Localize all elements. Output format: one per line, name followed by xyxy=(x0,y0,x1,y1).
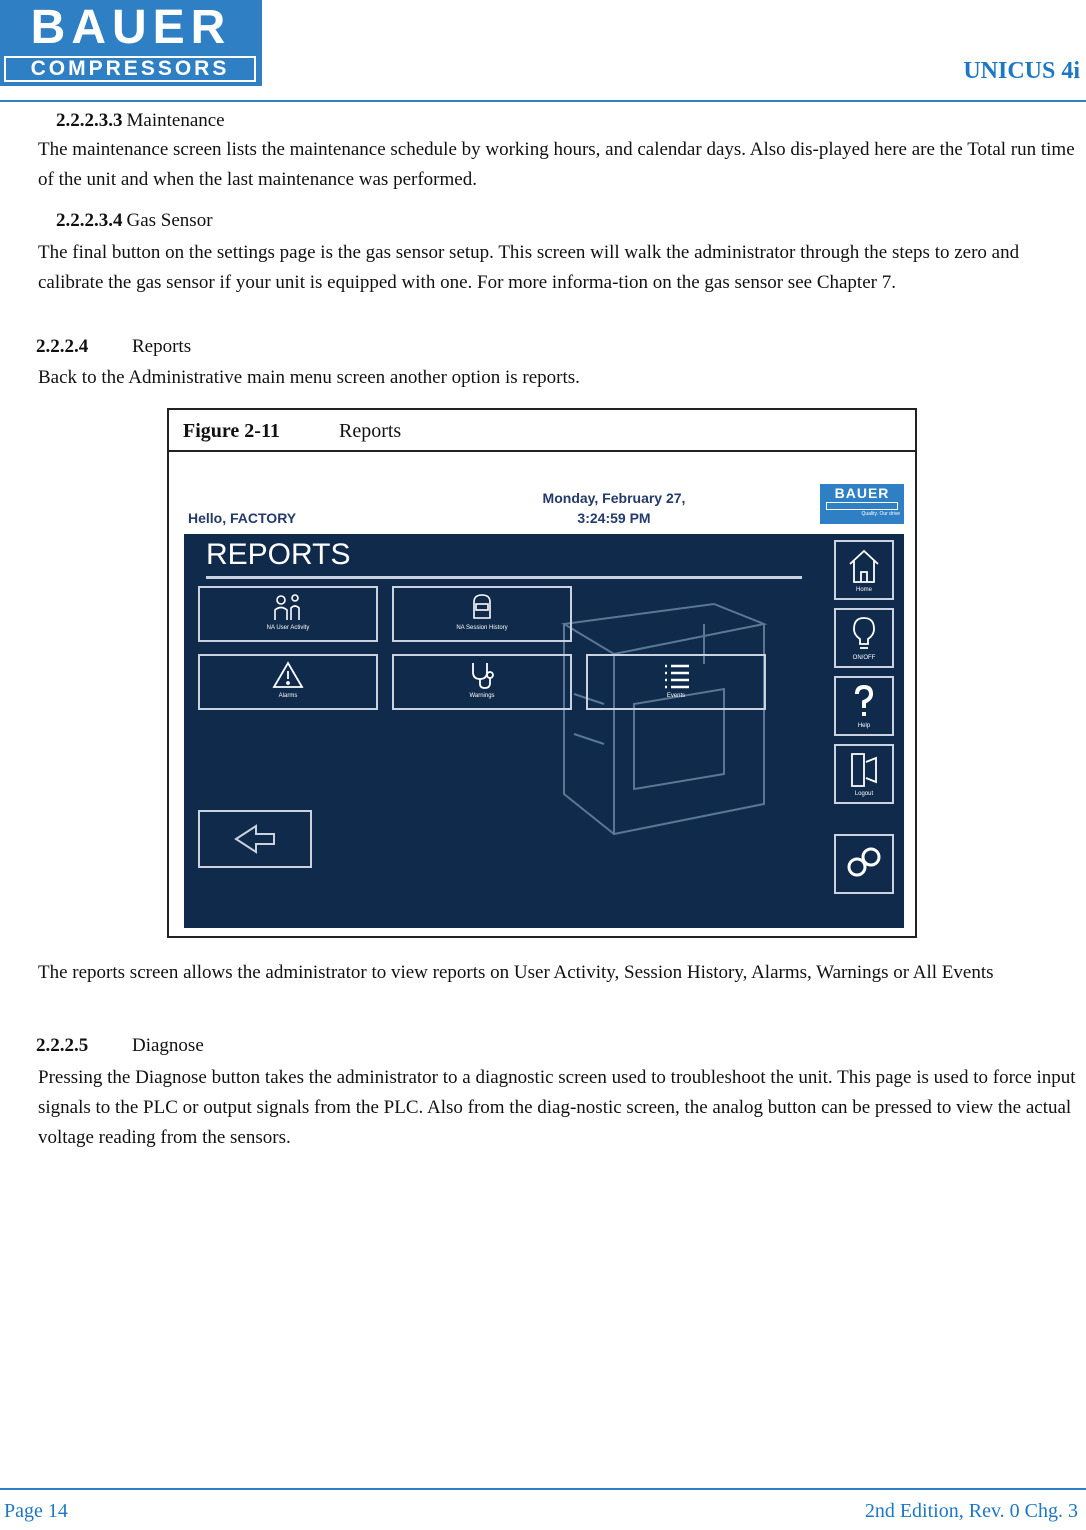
reports-screenshot xyxy=(184,478,904,928)
side-button-label: Logout xyxy=(854,791,874,797)
heading-maintenance xyxy=(56,110,225,132)
home-button[interactable] xyxy=(834,540,894,600)
reports-panel xyxy=(184,534,904,928)
section-number: 2.2.2.4 xyxy=(36,336,89,357)
gas-sensor-text: The final button on the settings page is the gas sensor setup. This screen will walk the administrator through the steps to zero and calibrate the gas sensor if your unit is equipped with one. For more informa-tion on the gas sensor see Chapter 7. xyxy=(38,242,1020,293)
mini-logo-wordmark: BAUER xyxy=(834,485,890,501)
tile-user-activity[interactable] xyxy=(198,586,378,642)
side-button-label: Help xyxy=(857,723,871,729)
section-title: Diagnose xyxy=(132,1035,204,1056)
help-button[interactable] xyxy=(834,676,894,736)
warning-icon xyxy=(271,660,305,690)
gears-icon xyxy=(841,840,887,886)
bulb-icon xyxy=(846,614,882,654)
reports-title: REPORTS xyxy=(206,538,351,571)
side-button-label: ON/OFF xyxy=(852,655,876,661)
mini-logo-tagline: Quality. Our drive xyxy=(861,511,900,517)
side-button-label: Home xyxy=(855,587,872,593)
logo-subtitle: COMPRESSORS xyxy=(4,56,256,82)
tile-session-history[interactable] xyxy=(392,586,572,642)
figure-reports xyxy=(167,408,917,938)
heading-gas-sensor xyxy=(56,210,213,232)
help-icon xyxy=(846,682,882,722)
section-title: Reports xyxy=(132,336,192,357)
back-arrow-icon xyxy=(200,812,310,866)
date-label: Monday, February 27, xyxy=(542,490,686,506)
greeting: Hello, FACTORY xyxy=(188,510,297,526)
footer-rule xyxy=(0,1488,1086,1490)
header-rule xyxy=(0,100,1086,102)
bauer-logo xyxy=(0,0,262,86)
diagnose-text: Pressing the Diagnose button takes the administrator to a diagnostic screen used to troubleshoot the unit. This page is used to force input signals to the PLC or output signals from the PLC. Also from the diag-nostic screen, the analog button can be pressed to view the actual voltage reading from the sensors. xyxy=(38,1067,1076,1148)
section-number: 2.2.2.5 xyxy=(36,1035,89,1056)
figure-caption xyxy=(169,410,915,452)
logout-button[interactable] xyxy=(834,744,894,804)
on-off-button[interactable] xyxy=(834,608,894,668)
heading-reports xyxy=(36,336,191,358)
maintenance-text: The maintenance screen lists the maintenance schedule by working hours, and calendar days. Also dis-played here are the Total run time of the unit and when the last maintenance was performed. xyxy=(38,139,1075,190)
tile-label: NA Session History xyxy=(456,625,508,631)
section-number: 2.2.2.3.4 xyxy=(56,210,123,231)
section-title: Maintenance xyxy=(126,110,225,131)
reports-intro-text: Back to the Administrative main menu screen another option is reports. xyxy=(38,367,580,388)
mini-logo-bar xyxy=(826,502,898,510)
settings-button[interactable] xyxy=(834,834,894,894)
compressor-image xyxy=(554,584,784,844)
time-label: 3:24:59 PM xyxy=(577,510,651,526)
tile-label: Alarms xyxy=(278,693,298,699)
tile-alarms[interactable] xyxy=(198,654,378,710)
tile-warnings[interactable] xyxy=(392,654,572,710)
tile-label: Events xyxy=(666,693,686,699)
tile-events[interactable] xyxy=(586,654,766,710)
section-number: 2.2.2.3.3 xyxy=(56,110,123,131)
page-number: Page 14 xyxy=(4,1500,68,1522)
tile-label: Warnings xyxy=(469,693,495,699)
reports-description: The reports screen allows the administrator to view reports on User Activity, Session History, Alarms, Warnings or All Events xyxy=(38,962,994,983)
section-title: Gas Sensor xyxy=(126,210,213,231)
figure-title: Reports xyxy=(339,420,402,442)
figure-number: Figure 2-11 xyxy=(183,420,280,442)
list-icon xyxy=(659,660,693,690)
mini-logo xyxy=(820,484,904,524)
users-icon xyxy=(271,592,305,622)
stethoscope-icon xyxy=(465,660,499,690)
date-time xyxy=(484,488,744,528)
home-icon xyxy=(846,546,882,586)
heading-diagnose xyxy=(36,1035,204,1057)
logout-icon xyxy=(846,750,882,790)
tank-icon xyxy=(467,592,497,622)
logo-wordmark: BAUER xyxy=(30,1,232,54)
back-button[interactable] xyxy=(198,810,312,868)
tile-label: NA User Activity xyxy=(266,625,310,631)
title-underline xyxy=(206,576,802,579)
document-title: UNICUS 4i xyxy=(963,58,1080,84)
edition-label: 2nd Edition, Rev. 0 Chg. 3 xyxy=(864,1500,1078,1522)
